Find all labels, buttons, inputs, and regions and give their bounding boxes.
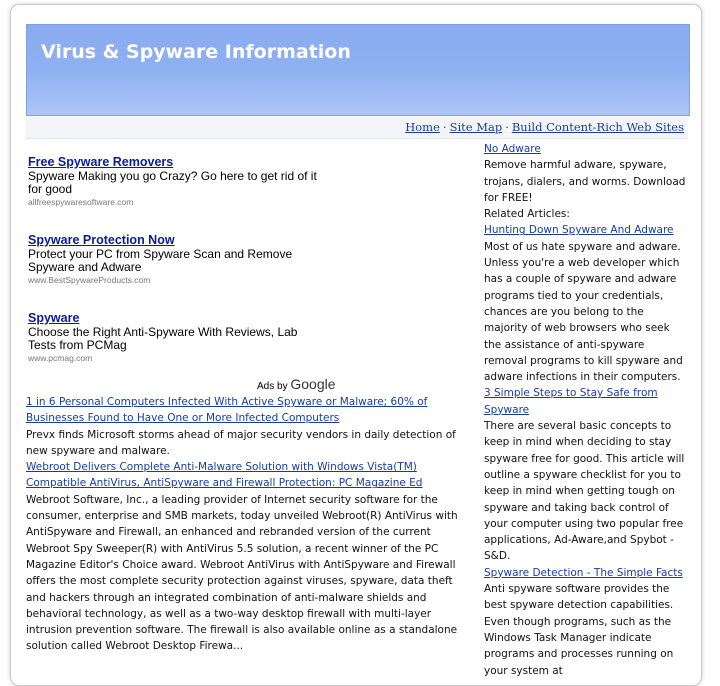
top-nav (26, 117, 688, 139)
sidebar (484, 141, 690, 679)
nav-build-sites-link[interactable]: Build Content-Rich Web Sites (511, 120, 684, 134)
article-body: Webroot Software, Inc., a leading provider of Internet security software for the consumer, enterprise and SMB markets, today unveiled Webroot(R) AntiVirus with AntiSpyware and Firewall, an enhanced and rebranded version of the current Webroot Spy Sweeper(R) with AntiVirus 5.5 solution, a recent winner of the PC Magazine Editor's Choice award. Webroot AntiVirus with AntiSpyware and Firewall offers the most complete security protection against viruses, spyware, data theft and hackers through an integrated combination of anti-malware shields and behavioral technology, as well as a two-way desktop firewall with multi-layer intrusion prevention software. The firewall is also available online as a standalone solution called Webroot Desktop Firewa... (26, 493, 458, 653)
related-article-link[interactable]: Hunting Down Spyware And Adware (484, 224, 674, 237)
ads-by-google[interactable] (257, 376, 336, 392)
related-article-text: Anti spyware software provides the best spyware detection capabilities. Even though programs, such as the Windows Task Manager indicate programs and processes running on your system at (484, 583, 674, 677)
ad-text: Protect your PC from Spyware Scan and Remove Spyware and Adware (28, 247, 293, 274)
nav-site-map-link[interactable]: Site Map (449, 120, 503, 134)
article-title-link[interactable]: Webroot Delivers Complete Anti-Malware Solution with Windows Vista(TM) Compatible AntiVirus, AntiSpyware and Firewall Protection: PC Magazine Ed (26, 461, 423, 490)
ad-text: Choose the Right Anti-Spyware With Reviews, Lab Tests from PCMag (28, 325, 298, 352)
related-articles-heading: Related Articles: (484, 208, 570, 221)
ad-title-link[interactable]: Free Spyware Removers (28, 155, 174, 169)
ad-unit (28, 233, 328, 285)
ad-url[interactable]: allfreespywaresoftware.com (28, 197, 134, 207)
ad-title-link[interactable]: Spyware (28, 311, 80, 325)
ad-url[interactable]: www.BestSpywareProducts.com (28, 275, 151, 285)
site-title: Virus & Spyware Information (41, 41, 351, 63)
site-banner (26, 24, 690, 116)
article-title-link[interactable]: 1 in 6 Personal Computers Infected With Active Spyware or Malware; 60% of Businesses Found to Have One or More Infected Computers (26, 396, 428, 425)
ad-url[interactable]: www.pcmag.com (28, 353, 93, 363)
ad-title-link[interactable]: Spyware Protection Now (28, 233, 175, 247)
ads-by-label: Ads by (257, 381, 288, 392)
nav-separator: · (505, 120, 509, 134)
nav-home-link[interactable]: Home (405, 120, 440, 134)
related-article-link[interactable]: Spyware Detection - The Simple Facts (484, 566, 683, 579)
ad-unit (28, 311, 328, 363)
article-body: Prevx finds Microsoft storms ahead of major security vendors in daily detection of new spyware and malware. (26, 428, 456, 457)
google-logo: Google (290, 376, 336, 392)
main-articles (26, 394, 462, 655)
ad-unit (28, 155, 328, 207)
sidebar-promo-text: Remove harmful adware, spyware, trojans, dialers, and worms. Download for FREE! (484, 159, 686, 204)
sidebar-promo-link[interactable]: No Adware (484, 143, 541, 155)
related-article-link[interactable]: 3 Simple Steps to Stay Safe from Spyware (484, 387, 658, 416)
related-article-text: Most of us hate spyware and adware. Unless you're a web developer which has a couple of spyware and adware programs tied to your credentials, chances are you belong to the majority of web browsers who seek the assistance of anti-spyware removal programs to kill spyware and adware infections in their computers. (484, 240, 683, 384)
related-article-text: There are several basic concepts to keep in mind when deciding to stay spyware free for good. This article will outline a spyware checklist for you to keep in mind when getting tough on spyware and taking back control of your computer using two popular free applications, Ad-Aware,and Spybot - S&D. (484, 420, 685, 563)
nav-separator: · (442, 120, 447, 134)
ad-text: Spyware Making you go Crazy? Go here to get rid of it for good (28, 169, 317, 196)
